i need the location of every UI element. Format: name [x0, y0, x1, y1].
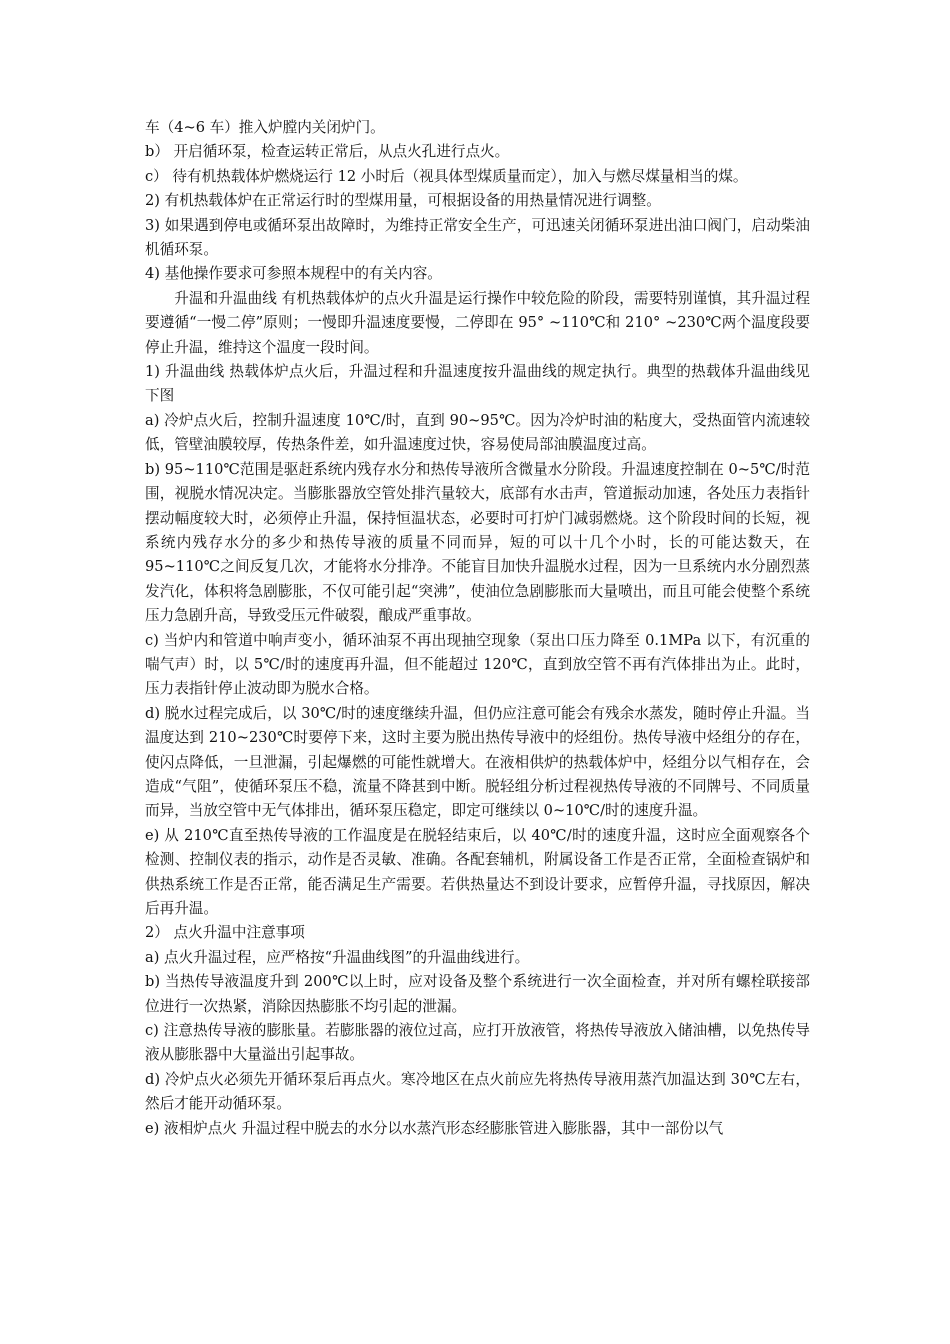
- paragraph: 4) 基他操作要求可参照本规程中的有关内容。: [145, 265, 442, 283]
- paragraph: c） 待有机热载体炉燃烧运行 12 小时后（视具体型煤质量而定），加入与燃尽煤量相当的煤。: [145, 167, 748, 185]
- subheading: 2） 点火升温中注意事项: [145, 924, 305, 942]
- paragraph: b) 95~110℃范围是驱赶系统内残存水分和热传导液所含微量水分阶段。升温速度控制在 0~5℃/时范围，视脱水情况决定。当膨胀器放空管处排汽量较大，底部有水击声，管道振动加速，各处压力表指针摆动幅度较大时，必须停止升温，保持恒温状态，必要时可打炉门减弱燃烧。这个阶段时间的长短，视系统内残存水分的多少和热传导液的质量不同而异，短的可以十几个小时，长的可能达数天，在 95~110℃之间反复几次，才能将水分排净。不能盲目加快升温脱水过程，因为一旦系统内水分剧烈蒸发汽化，体积将急剧膨胀，不仅可能引起“突沸”，使油位急剧膨胀而大量喷出，而且可能会使整个系统压力急剧升高，导致受压元件破裂，酿成严重事故。: [145, 460, 810, 625]
- paragraph: 1) 升温曲线 热载体炉点火后，升温过程和升温速度按升温曲线的规定执行。典型的热载体升温曲线见下图: [145, 363, 810, 405]
- paragraph: d) 脱水过程完成后，以 30℃/时的速度继续升温，但仍应注意可能会有残余水蒸发，随时停止升温。当温度达到 210~230℃时要停下来，这时主要为脱出热传导液中的烃组份。热传导液中烃组分的存在，使闪点降低，一旦泄漏，引起爆燃的可能性就增大。在液相供炉的热载体炉中，烃组分以气相存在，会造成“气阻”，使循环泵压不稳，流量不降甚到中断。脱轻组分析过程视热传导液的不同牌号、不同质量而异，当放空管中无气体排出，循环泵压稳定，即定可继续以 0~10℃/时的速度升温。: [145, 704, 810, 820]
- document-page: [145, 116, 810, 1141]
- paragraph: 车（4~6 车）推入炉膛内关闭炉门。: [145, 119, 385, 136]
- paragraph: a) 冷炉点火后，控制升温速度 10℃/时，直到 90~95℃。因为冷炉时油的粘度大，受热面管内流速较低，管壁油膜较厚，传热条件差，如升温速度过快，容易使局部油膜温度过高。: [145, 411, 810, 454]
- paragraph: b） 开启循环泵，检查运转正常后，从点火孔进行点火。: [145, 143, 510, 161]
- section-heading-paragraph: 升温和升温曲线 有机热载体炉的点火升温是运行操作中较危险的阶段，需要特别谨慎，其升温过程要遵循“一慢二停”原则；一慢即升温速度要慢，二停即在 95° ~110℃和 210° ~230℃两个温度段要停止升温，维持这个温度一段时间。: [145, 289, 810, 356]
- paragraph: c) 注意热传导液的膨胀量。若膨胀器的液位过高，应打开放液管，将热传导液放入储油槽，以免热传导液从膨胀器中大量溢出引起事故。: [145, 1022, 810, 1064]
- paragraph: e) 液相炉点火 升温过程中脱去的水分以水蒸汽形态经膨胀管进入膨胀器，其中一部份以气: [145, 1119, 724, 1137]
- paragraph: b) 当热传导液温度升到 200℃以上时，应对设备及整个系统进行一次全面检查，并对所有螺栓联接部位进行一次热紧，消除因热膨胀不均引起的泄漏。: [145, 973, 810, 1015]
- paragraph: c) 当炉内和管道中响声变小，循环油泵不再出现抽空现象（泵出口压力降至 0.1MPa 以下，有沉重的喘气声）时，以 5℃/时的速度再升温，但不能超过 120℃，直到放空管不再有汽体排出为止。此时，压力表指针停止波动即为脱水合格。: [145, 631, 810, 698]
- paragraph: 3) 如果遇到停电或循环泵出故障时，为维持正常安全生产，可迅速关闭循环泵进出油口阀门，启动柴油机循环泵。: [145, 216, 810, 259]
- paragraph: 2) 有机热载体炉在正常运行时的型煤用量，可根据设备的用热量情况进行调整。: [145, 192, 661, 210]
- paragraph: a) 点火升温过程，应严格按“升温曲线图”的升温曲线进行。: [145, 948, 530, 966]
- paragraph: d) 冷炉点火必须先开循环泵后再点火。寒冷地区在点火前应先将热传导液用蒸汽加温达到 30℃左右，然后才能开动循环泵。: [145, 1070, 810, 1113]
- paragraph: e) 从 210℃直至热传导液的工作温度是在脱轻结束后，以 40℃/时的速度升温，这时应全面观察各个检测、控制仪表的指示，动作是否灵敏、准确。各配套辅机，附属设备工作是否正常，全面检查锅炉和供热系统工作是否正常，能否满足生产需要。若供热量达不到设计要求，应暂停升温，寻找原因，解决后再升温。: [145, 826, 810, 917]
